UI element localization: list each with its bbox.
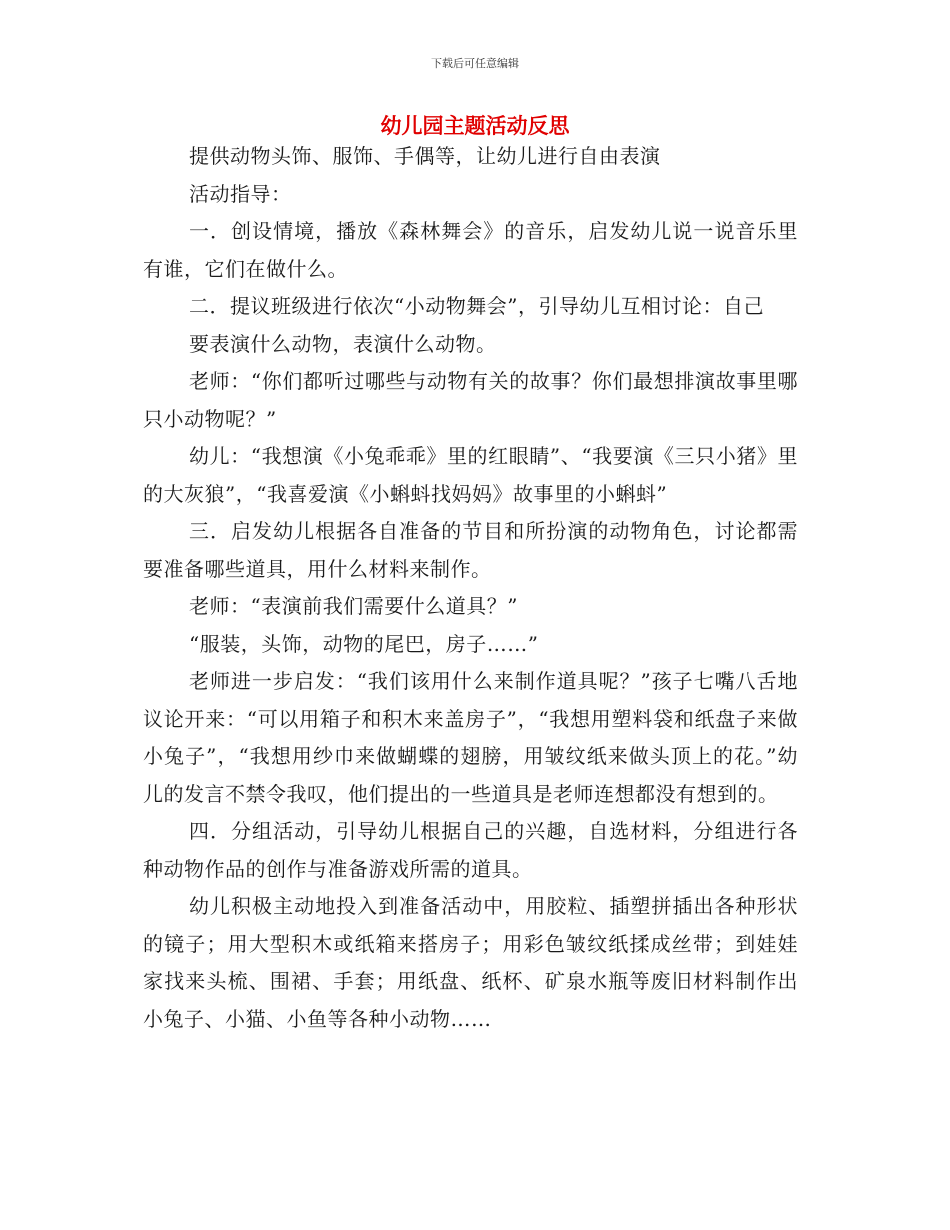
paragraph: 老师：“表演前我们需要什么道具？” xyxy=(189,594,518,618)
paragraph: 三．启发幼儿根据各自准备的节目和所扮演的动物角色，讨论都需要准备哪些道具，用什么材料来制作。 xyxy=(143,519,798,581)
paragraph: 活动指导： xyxy=(189,181,292,206)
paragraph: 二．提议班级进行依次“小动物舞会”，引导幼儿互相讨论：自己 xyxy=(189,294,764,318)
paragraph: “服装，头饰，动物的尾巴，房子……” xyxy=(189,631,539,656)
document-body xyxy=(143,138,798,1038)
paragraph: 提供动物头饰、服饰、手偶等，让幼儿进行自由表演 xyxy=(189,144,661,168)
paragraph: 老师：“你们都听过哪些与动物有关的故事？你们最想排演故事里哪只小动物呢？” xyxy=(143,369,798,431)
paragraph: 幼儿：“我想演《小兔乖乖》里的红眼睛”、“我要演《三只小猪》里的大灰狼”，“我喜爱演《小蝌蚪找妈妈》故事里的小蝌蚪” xyxy=(143,444,798,506)
paragraph: 要表演什么动物，表演什么动物。 xyxy=(189,331,497,356)
header-note: 下载后可任意编辑 xyxy=(431,57,519,70)
paragraph: 幼儿积极主动地投入到准备活动中，用胶粒、插塑拼插出各种形状的镜子；用大型积木或纸箱来搭房子；用彩色皱纹纸揉成丝带；到娃娃家找来头梳、围裙、手套；用纸盘、纸杯、矿泉水瓶等废旧材料制作出小兔子、小猫、小鱼等各种小动物…… xyxy=(143,894,798,1031)
paragraph: 四．分组活动，引导幼儿根据自己的兴趣，自选材料，分组进行各种动物作品的创作与准备游戏所需的道具。 xyxy=(143,819,798,881)
paragraph: 老师进一步启发：“我们该用什么来制作道具呢？”孩子七嘴八舌地议论开来：“可以用箱子和积木来盖房子”，“我想用塑料袋和纸盘子来做小兔子”，“我想用纱巾来做蝴蝶的翅膀，用皱纹纸来做头顶上的花。”幼儿的发言不禁令我叹，他们提出的一些道具是老师连想都没有想到的。 xyxy=(143,669,798,806)
document-title: 幼儿园主题活动反思 xyxy=(380,114,570,138)
paragraph: 一．创设情境，播放《森林舞会》的音乐，启发幼儿说一说音乐里有谁，它们在做什么。 xyxy=(143,219,798,281)
